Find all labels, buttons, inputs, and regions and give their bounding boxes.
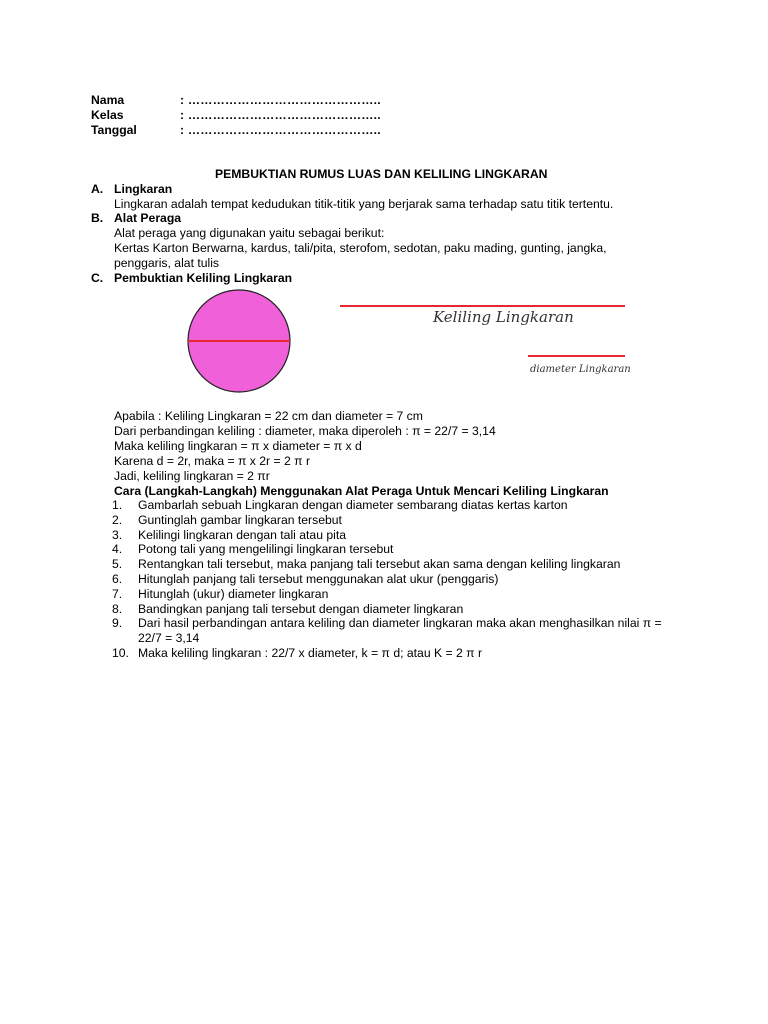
- derivation-line-2: Dari perbandingan keliling : diameter, maka diperoleh : π = 22/7 = 3,14: [114, 424, 496, 438]
- diameter-label: diameter Lingkaran: [530, 364, 631, 375]
- circumference-line: [340, 305, 625, 307]
- class-field: [91, 108, 381, 123]
- name-label: Nama: [91, 93, 125, 107]
- list-item: 6. Hitunglah panjang tali tersebut menggunakan alat ukur (penggaris): [112, 571, 499, 586]
- name-value: : ………………………………………..: [180, 93, 381, 107]
- section-a-title: Lingkaran: [114, 182, 173, 196]
- date-label: Tanggal: [91, 123, 137, 137]
- steps-list: [114, 498, 668, 661]
- section-a-letter: A.: [91, 182, 104, 196]
- section-b-letter: B.: [91, 211, 104, 225]
- section-a-heading: [91, 182, 172, 197]
- date-value: : ………………………………………..: [180, 123, 381, 137]
- class-value: : ………………………………………..: [180, 108, 381, 122]
- name-field: [91, 93, 381, 108]
- list-item: 7. Hitunglah (ukur) diameter lingkaran: [112, 586, 329, 601]
- derivation-line-5: Jadi, keliling lingkaran = 2 πr: [114, 469, 270, 483]
- steps-heading: Cara (Langkah-Langkah) Menggunakan Alat Peraga Untuk Mencari Keliling Lingkaran: [114, 484, 609, 498]
- date-field: [91, 123, 381, 138]
- section-a-text: Lingkaran adalah tempat kedudukan titik-titik yang berjarak sama terhadap satu titik tertentu.: [114, 197, 614, 211]
- list-item: 1. Gambarlah sebuah Lingkaran dengan diameter sembarang diatas kertas karton: [112, 498, 568, 512]
- section-b-materials: Kertas Karton Berwarna, kardus, tali/pita, sterofom, sedotan, paku mading, gunting, jangka, penggaris, alat tulis: [114, 241, 607, 270]
- section-c-letter: C.: [91, 271, 104, 285]
- list-item: 10. Maka keliling lingkaran : 22/7 x diameter, k = π d; atau K = 2 π r: [112, 645, 483, 660]
- section-c-heading: [91, 271, 292, 286]
- list-item: 5. Rentangkan tali tersebut, maka panjang tali tersebut akan sama dengan keliling lingkaran: [112, 557, 621, 572]
- derivation-line-3: Maka keliling lingkaran = π x diameter = π x d: [114, 439, 362, 453]
- class-label: Kelas: [91, 108, 124, 122]
- circle-figure: [185, 285, 293, 395]
- derivation-line-4: Karena d = 2r, maka = π x 2r = 2 π r: [114, 454, 310, 468]
- diameter-line: [528, 355, 625, 357]
- list-item: 8. Bandingkan panjang tali tersebut dengan diameter lingkaran: [112, 601, 464, 616]
- derivation-line-1: Apabila : Keliling Lingkaran = 22 cm dan diameter = 7 cm: [114, 409, 423, 423]
- section-b-intro: Alat peraga yang digunakan yaitu sebagai berikut:: [114, 226, 385, 240]
- list-item: 3. Kelilingi lingkaran dengan tali atau pita: [112, 527, 347, 542]
- section-b-title: Alat Peraga: [114, 211, 182, 225]
- section-c-title: Pembuktian Keliling Lingkaran: [114, 271, 293, 285]
- document-title: PEMBUKTIAN RUMUS LUAS DAN KELILING LINGKARAN: [215, 167, 548, 181]
- list-item: 4. Potong tali yang mengelilingi lingkaran tersebut: [112, 542, 394, 557]
- list-item: 9. Dari hasil perbandingan antara keliling dan diameter lingkaran maka akan menghasilkan nilai π = 22/7 = 3,14: [112, 616, 662, 646]
- section-b-heading: [91, 211, 181, 226]
- circumference-label: Keliling Lingkaran: [433, 308, 574, 326]
- list-item: 2. Guntinglah gambar lingkaran tersebut: [112, 512, 342, 527]
